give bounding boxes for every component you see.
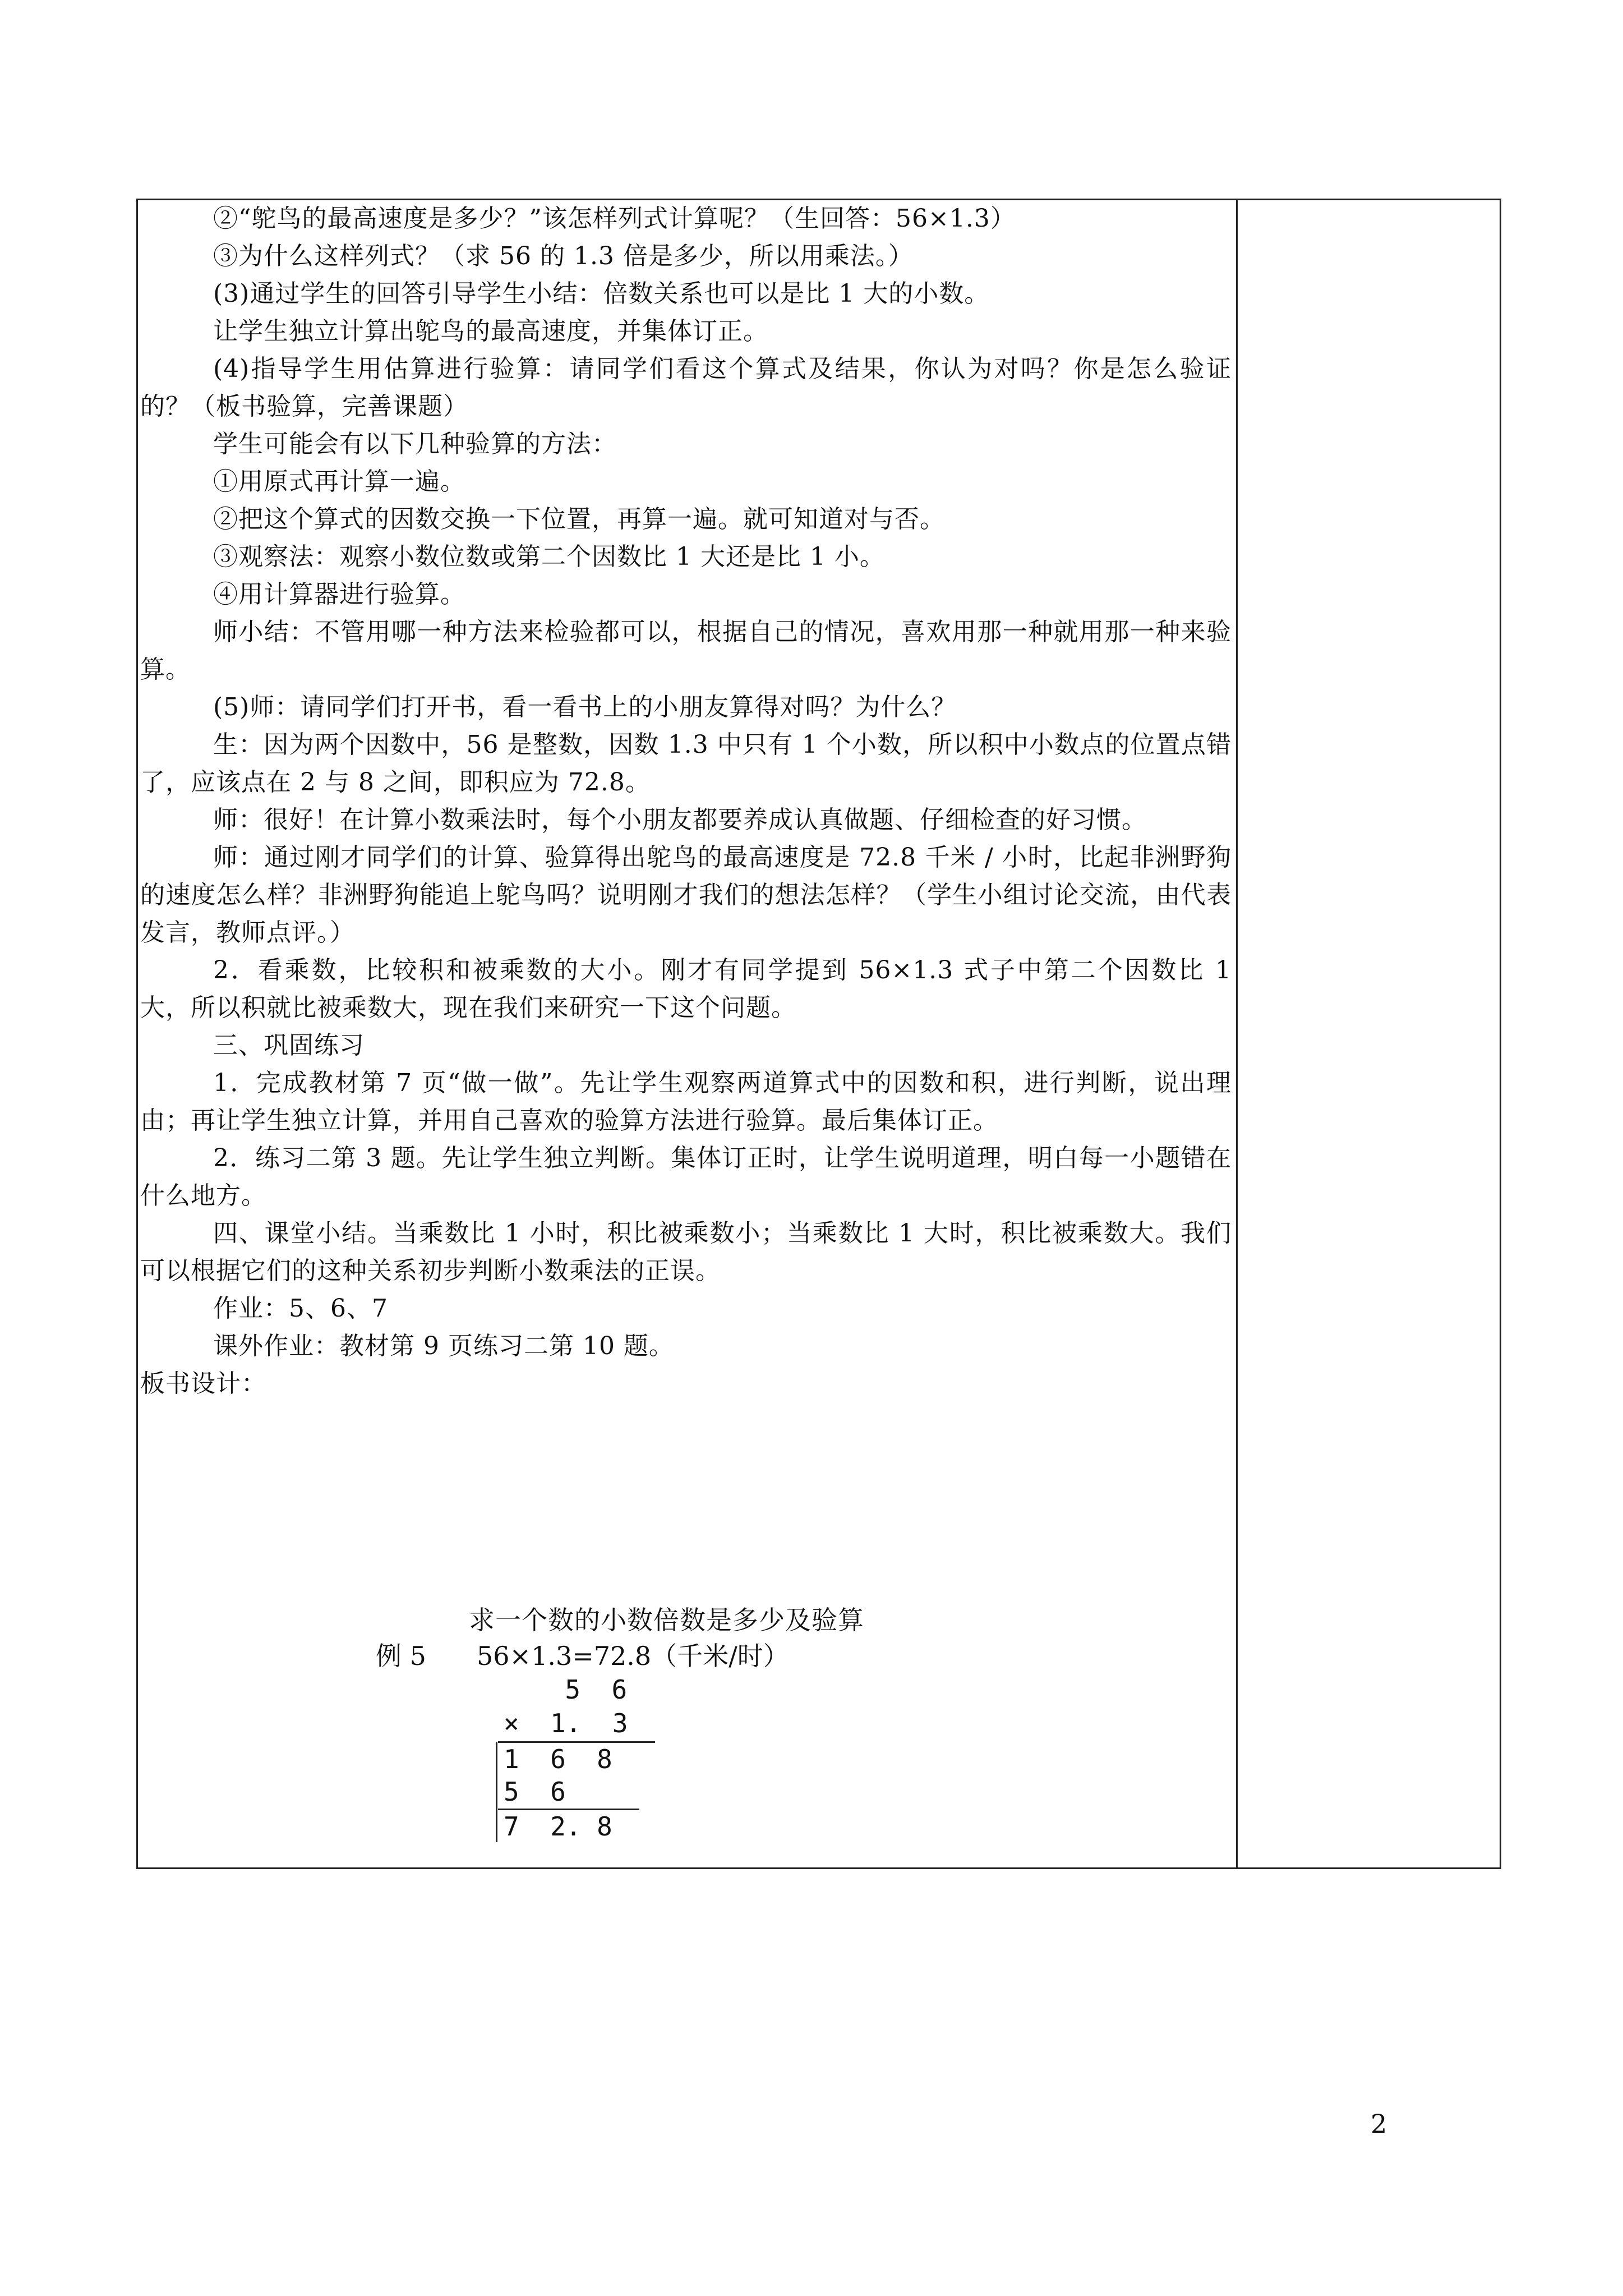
text-line: 课外作业：教材第 9 页练习二第 10 题。 — [213, 1332, 674, 1360]
page-number: 2 — [1371, 2109, 1387, 2139]
text-line: 师：很好！在计算小数乘法时，每个小朋友都要养成认真做题、仔细检查的好习惯。 — [213, 806, 1147, 834]
text-line: 四、课堂小结。当乘数比 1 小时，积比被乘数小；当乘数比 1 大时，积比被乘数大。我们可以根据它们的这种关系初步判断小数乘法的正误。 — [140, 1219, 1232, 1285]
column-divider — [1236, 199, 1238, 1869]
text-line: 师小结：不管用哪一种方法来检验都可以，根据自己的情况，喜欢用那一种就用那一种来验算。 — [140, 618, 1232, 684]
calc-rule-1 — [498, 1741, 655, 1743]
section-heading: 三、巩固练习 — [213, 1031, 365, 1060]
calc-row-multiplier: × 1. 3 — [504, 1708, 628, 1738]
text-line: 2．看乘数，比较积和被乘数的大小。刚才有同学提到 56×1.3 式子中第二个因数比 1 大，所以积就比被乘数大，现在我们来研究一下这个问题。 — [140, 956, 1232, 1022]
calc-rule-2 — [498, 1809, 639, 1810]
calc-left-bracket — [496, 1742, 497, 1842]
text-line: ③为什么这样列式？（求 56 的 1.3 倍是多少，所以用乘法。） — [213, 242, 914, 270]
board-title: 求一个数的小数倍数是多少及验算 — [469, 1605, 864, 1635]
board-heading: 板书设计： — [140, 1369, 266, 1398]
text-line: ①用原式再计算一遍。 — [213, 467, 465, 496]
text-line: ②把这个算式的因数交换一下位置，再算一遍。就可知道对与否。 — [213, 505, 945, 533]
text-line: 学生可能会有以下几种验算的方法： — [213, 430, 617, 458]
text-line: ②“鸵鸟的最高速度是多少？”该怎样列式计算呢？（生回答：56×1.3） — [213, 204, 1016, 233]
text-line: (3)通过学生的回答引导学生小结：倍数关系也可以是比 1 大的小数。 — [213, 279, 990, 308]
calc-row-product: 7 2. 8 — [504, 1811, 612, 1842]
text-line: 2．练习二第 3 题。先让学生独立判断。集体订正时，让学生说明道理，明白每一小题错在什么地方。 — [140, 1144, 1232, 1210]
calc-row-partial-1: 1 6 8 — [504, 1744, 612, 1774]
text-line: 师：通过刚才同学们的计算、验算得出鸵鸟的最高速度是 72.8 千米 / 小时，比起非洲野狗的速度怎么样？非洲野狗能追上鸵鸟吗？说明刚才我们的想法怎样？（学生小组讨论交流，由代表发言，教师点评。） — [140, 843, 1232, 947]
text-line: 1．完成教材第 7 页“做一做”。先让学生观察两道算式中的因数和积，进行判断，说出理由；再让学生独立计算，并用自己喜欢的验算方法进行验算。最后集体订正。 — [140, 1069, 1232, 1135]
board-equation: 56×1.3=72.8（千米/时） — [477, 1641, 789, 1671]
calc-row-partial-2: 5 6 — [504, 1777, 566, 1807]
calc-row-multiplicand: 5 6 — [534, 1674, 628, 1705]
text-line: (5)师：请同学们打开书，看一看书上的小朋友算得对吗？为什么？ — [213, 693, 957, 721]
text-line: ④用计算器进行验算。 — [213, 580, 465, 609]
text-line: 生：因为两个因数中，56 是整数，因数 1.3 中只有 1 个小数，所以积中小数点的位置点错了，应该点在 2 与 8 之间，即积应为 72.8。 — [140, 730, 1232, 797]
lesson-content — [140, 200, 1232, 1402]
text-line: ③观察法：观察小数位数或第二个因数比 1 大还是比 1 小。 — [213, 542, 885, 571]
text-line: (4)指导学生用估算进行验算：请同学们看这个算式及结果，你认为对吗？你是怎么验证的？（板书验算，完善课题） — [140, 355, 1232, 421]
text-line: 作业：5、6、7 — [213, 1294, 388, 1323]
text-line: 让学生独立计算出鸵鸟的最高速度，并集体订正。 — [213, 317, 768, 346]
board-example-label: 例 5 — [376, 1641, 426, 1671]
